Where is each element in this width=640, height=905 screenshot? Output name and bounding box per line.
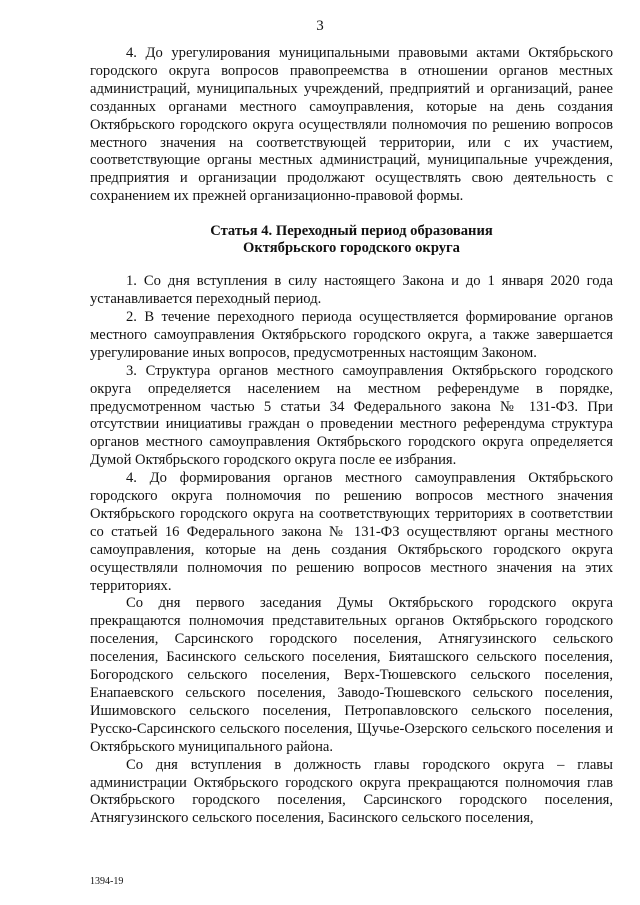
paragraph-5: Со дня первого заседания Думы Октябрьского городского округа прекращаются полномочия представительных органов Октябрьского городского поселения, Сарсинского городского поселения, Атнягузинского сельского поселения, Басинского сельского поселения, Бияташского сельского поселения, Богородского сельского поселения, Верх-Тюшевского сельского поселения, Енапаевского сельского поселения, Заводо-Тюшевского сельского поселения, Ишимовского сельского поселения, Петропавловского сельского поселения, Русско-Сарсинского сельского поселения, Щучье-Озерского сельского поселения и Октябрьского муниципального района. [90, 595, 613, 755]
spacer [90, 206, 613, 223]
document-body [90, 45, 613, 828]
article-title-line1: Статья 4. Переходный период образования [210, 223, 493, 240]
page-number: 3 [316, 18, 324, 34]
spacer [90, 256, 613, 273]
paragraph-1: 1. Со дня вступления в силу настоящего Закона и до 1 января 2020 года устанавливается переходный период. [90, 273, 613, 308]
document-code: 1394-19 [90, 876, 124, 887]
paragraph-6: Со дня вступления в должность главы городского округа – главы администрации Октябрьского городского округа прекращаются полномочия глав Октябрьского городского поселения, Сарсинского городского поселения, Атнягузинского сельского поселения, Басинского сельского поселения, [90, 756, 613, 827]
article-title-line2: Октябрьского городского округа [243, 239, 460, 256]
paragraph-4: 4. До формирования органов местного самоуправления Октябрьского городского округа полномочия по решению вопросов местного значения Октябрьского городского округа на соответствующих территориях в соответствии со статьей 16 Федерального закона № 131-ФЗ осуществляют органы местного самоуправления, которые на день создания Октябрьского городского округа осуществляли полномочия по решению вопросов местного значения на этих территориях. [90, 470, 613, 594]
paragraph-3: 3. Структура органов местного самоуправления Октябрьского городского округа определяется населением на местном референдуме в порядке, предусмотренном частью 5 статьи 34 Федерального закона № 131-ФЗ. При отсутствии инициативы граждан о проведении местного референдума структура органов местного самоуправления Октябрьского городского округа определяется Думой Октябрьского городского округа после ее избрания. [90, 362, 613, 469]
article-heading [90, 223, 613, 256]
paragraph-intro: 4. До урегулирования муниципальными правовыми актами Октябрьского городского округа вопросов правопреемства в отношении органов местных администраций, муниципальных учреждений, предприятий и организаций, ранее созданных органами местного самоуправления, которые на день создания Октябрьского городского округа осуществляли полномочия по решению вопросов местного значения на соответствующей территории, или с их участием, соответствующие органы местных администраций, муниципальные учреждения, предприятия и организации продолжают осуществлять свою деятельность с сохранением их прежней организационно-правовой формы. [90, 45, 613, 205]
paragraph-2: 2. В течение переходного периода осуществляется формирование органов местного самоуправления Октябрьского городского округа, а также завершается урегулирование иных вопросов, предусмотренных настоящим Законом. [90, 308, 613, 361]
